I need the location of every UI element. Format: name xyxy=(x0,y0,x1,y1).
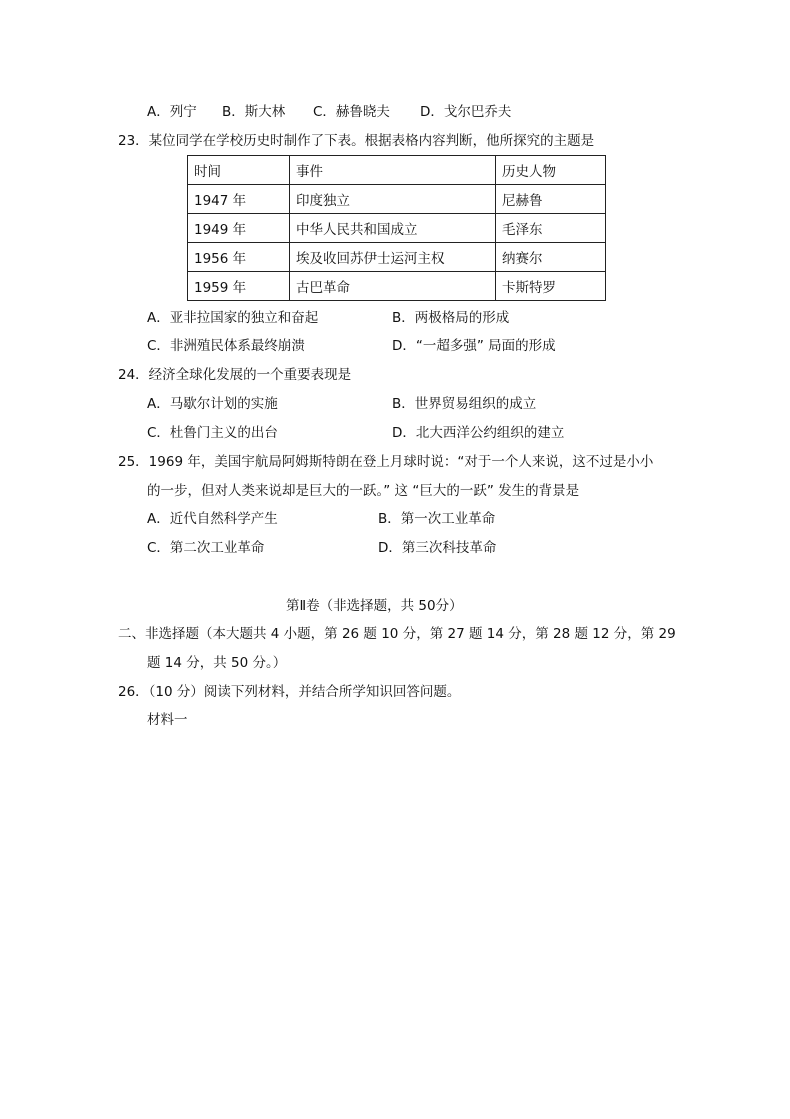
part2-title: 第Ⅱ卷（非选择题，共 50分） xyxy=(286,598,463,614)
q26-stem: 26．（10 分）阅读下列材料，并结合所学知识回答问题。 xyxy=(118,684,461,700)
table-cell: 毛泽东 xyxy=(496,214,606,243)
table-header: 时间 xyxy=(188,156,290,185)
section-heading-line1: 二、非选择题（本大题共 4 小题，第 26 题 10 分，第 27 题 14 分，第 28 题 12 分，第 29 xyxy=(118,626,676,642)
table-cell: 印度独立 xyxy=(290,185,496,214)
q24-option-b: B．世界贸易组织的成立 xyxy=(392,396,537,412)
table-cell: 埃及收回苏伊士运河主权 xyxy=(290,243,496,272)
q25-option-b: B．第一次工业革命 xyxy=(378,511,496,527)
table-cell: 1956 年 xyxy=(188,243,290,272)
table-cell: 古巴革命 xyxy=(290,272,496,301)
q22-option-a: A．列宁 xyxy=(147,104,197,120)
q24-option-c: C．杜鲁门主义的出台 xyxy=(147,425,278,441)
table-row xyxy=(188,272,606,301)
table-cell: 卡斯特罗 xyxy=(496,272,606,301)
q25-stem-line1: 25．1969 年，美国宇航局阿姆斯特朗在登上月球时说：“对于一个人来说，这不过是小小 xyxy=(118,454,654,470)
table-header: 历史人物 xyxy=(496,156,606,185)
table-cell: 中华人民共和国成立 xyxy=(290,214,496,243)
q23-stem: 23．某位同学在学校历史时制作了下表。根据表格内容判断，他所探究的主题是 xyxy=(118,133,595,149)
q22-option-d: D．戈尔巴乔夫 xyxy=(420,104,512,120)
table-cell: 纳赛尔 xyxy=(496,243,606,272)
q25-option-c: C．第二次工业革命 xyxy=(147,540,265,556)
table-row xyxy=(188,214,606,243)
table-cell: 1949 年 xyxy=(188,214,290,243)
table-cell: 1947 年 xyxy=(188,185,290,214)
table-cell: 1959 年 xyxy=(188,272,290,301)
q23-option-a: A．亚非拉国家的独立和奋起 xyxy=(147,310,319,326)
q23-option-b: B．两极格局的形成 xyxy=(392,310,510,326)
table-row xyxy=(188,185,606,214)
q24-option-d: D．北大西洋公约组织的建立 xyxy=(392,425,565,441)
q22-option-c: C．赫鲁晓夫 xyxy=(313,104,390,120)
q25-option-a: A．近代自然科学产生 xyxy=(147,511,278,527)
section-heading-line2: 题 14 分，共 50 分。） xyxy=(147,655,287,671)
q24-option-a: A．马歇尔计划的实施 xyxy=(147,396,278,412)
q25-option-d: D．第三次科技革命 xyxy=(378,540,497,556)
q23-table xyxy=(187,155,606,301)
q24-stem: 24．经济全球化发展的一个重要表现是 xyxy=(118,367,352,383)
q23-option-d: D．“一超多强” 局面的形成 xyxy=(392,338,556,354)
table-header: 事件 xyxy=(290,156,496,185)
q26-material-label: 材料一 xyxy=(147,712,188,728)
q25-stem-line2: 的一步，但对人类来说却是巨大的一跃。” 这 “巨大的一跃” 发生的背景是 xyxy=(147,483,580,499)
table-row xyxy=(188,243,606,272)
table-cell: 尼赫鲁 xyxy=(496,185,606,214)
q23-option-c: C．非洲殖民体系最终崩溃 xyxy=(147,338,305,354)
table-header-row xyxy=(188,156,606,185)
q22-option-b: B．斯大林 xyxy=(222,104,286,120)
